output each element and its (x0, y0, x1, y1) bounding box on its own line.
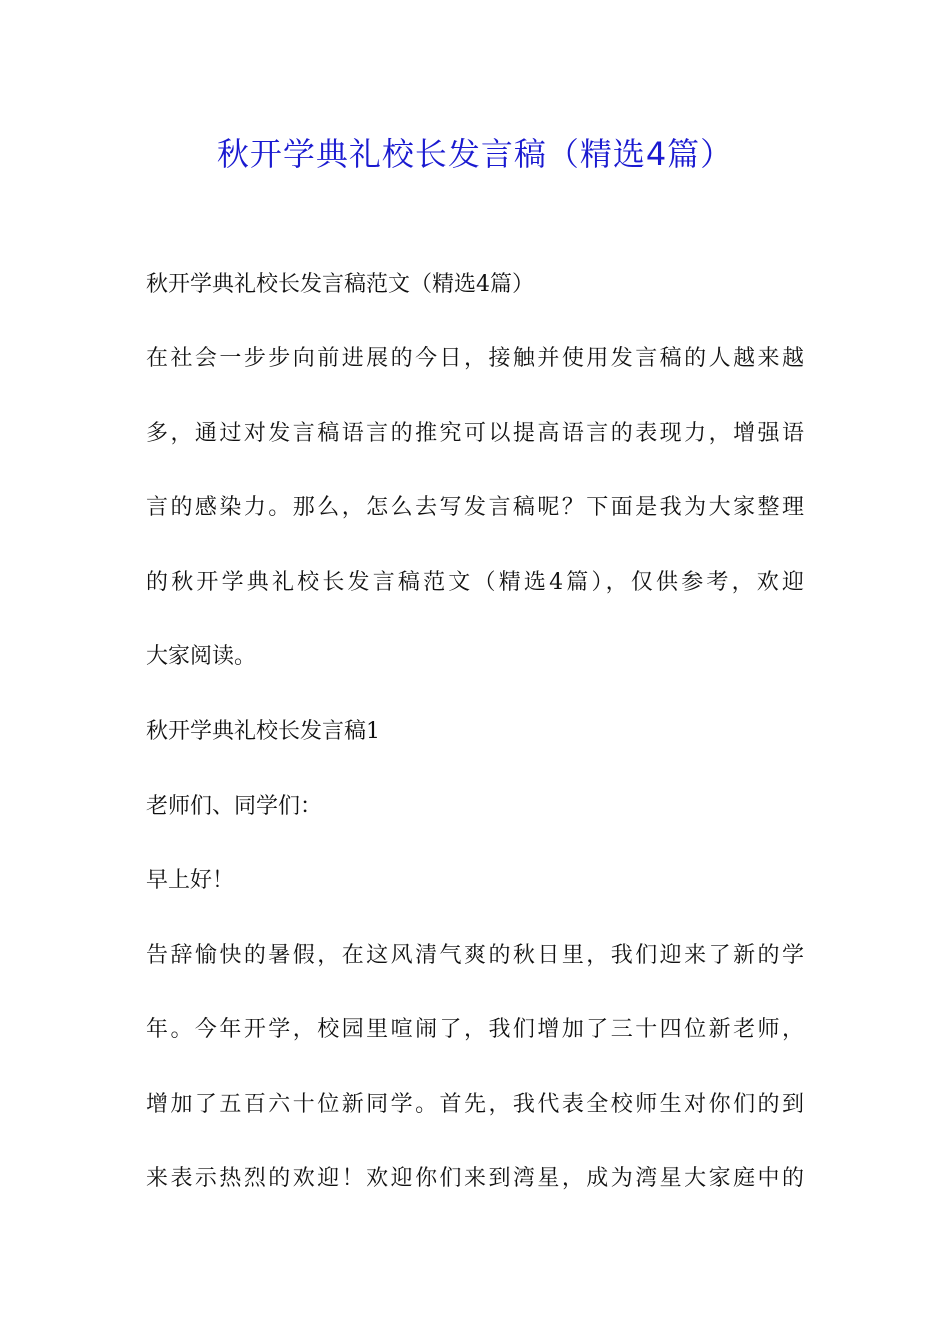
subtitle-line: 秋开学典礼校长发言稿范文（精选4篇） (146, 272, 534, 297)
paragraph-line: 言的感染力。那么，怎么去写发言稿呢？下面是我为大家整理 (146, 495, 804, 520)
paragraph-line: 来表示热烈的欢迎！欢迎你们来到湾星，成为湾星大家庭中的 (146, 1166, 804, 1191)
greeting-line: 早上好！ (146, 868, 235, 893)
paragraph-line: 大家阅读。 (146, 644, 257, 669)
document-title: 秋开学典礼校长发言稿（精选4篇） (216, 135, 734, 173)
paragraph-line: 多，通过对发言稿语言的推究可以提高语言的表现力，增强语 (146, 421, 804, 446)
salutation-line: 老师们、同学们： (146, 794, 323, 819)
paragraph-line: 年。今年开学，校园里喧闹了，我们增加了三十四位新老师， (146, 1017, 804, 1042)
section-heading: 秋开学典礼校长发言稿1 (146, 719, 380, 744)
paragraph-line: 在社会一步步向前进展的今日，接触并使用发言稿的人越来越 (146, 346, 804, 371)
paragraph-line: 的秋开学典礼校长发言稿范文（精选4篇），仅供参考，欢迎 (146, 570, 804, 595)
paragraph-line: 增加了五百六十位新同学。首先，我代表全校师生对你们的到 (146, 1092, 804, 1117)
paragraph-line: 告辞愉快的暑假，在这风清气爽的秋日里，我们迎来了新的学 (146, 943, 804, 968)
